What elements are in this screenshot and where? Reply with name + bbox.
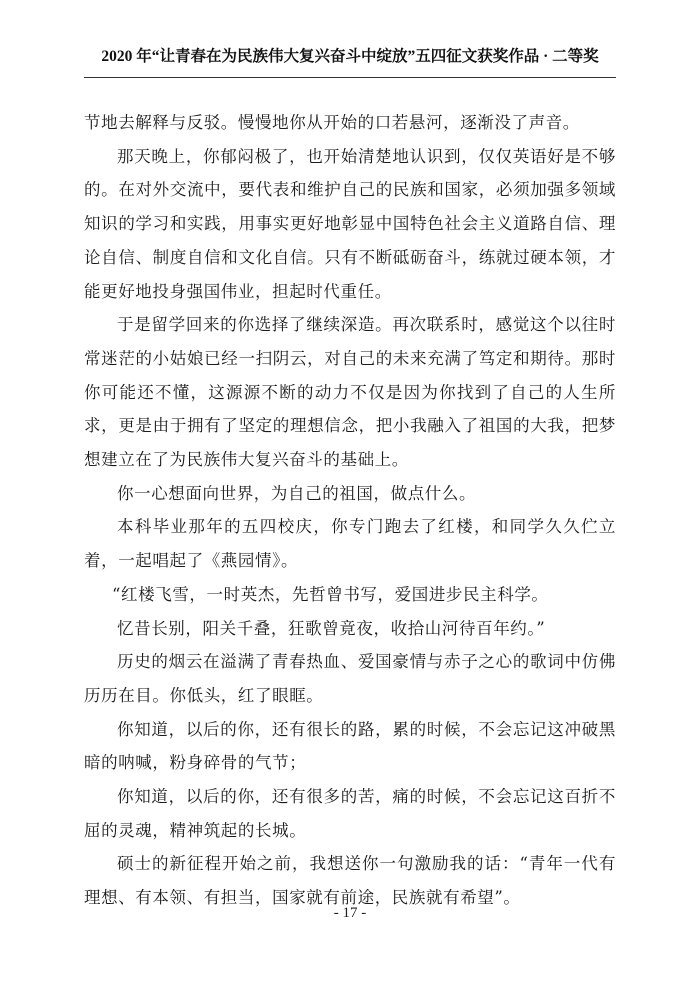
paragraph: “红楼飞雪，一时英杰，先哲曾书写，爱国进步民主科学。 xyxy=(112,584,549,604)
paragraph: 你知道，以后的你，还有很多的苦，痛的时候，不会忘记这百折不屈的灵魂，精神筑起的长城。 xyxy=(84,787,616,840)
document-body xyxy=(84,106,616,915)
paragraph: 忆昔长别，阳关千叠，狂歌曾竟夜，收拾山河待百年约。” xyxy=(117,618,546,638)
paragraph: 历史的烟云在溢满了青春热血、爱国豪情与赤子之心的歌词中仿佛历历在目。你低头，红了眼眶。 xyxy=(84,652,616,705)
paragraph: 本科毕业那年的五四校庆，你专门跑去了红楼，和同学久久伫立着，一起唱起了《燕园情》。 xyxy=(84,517,616,571)
paragraph: 节地去解释与反驳。慢慢地你从开始的口若悬河，逐渐没了声音。 xyxy=(84,113,580,132)
header-rule xyxy=(84,77,616,78)
page-number: - 17 - xyxy=(333,905,367,921)
paragraph: 那天晚上，你郁闷极了，也开始清楚地认识到，仅仅英语好是不够的。在对外交流中，要代表和维护自己的民族和国家，必须加强多领域知识的学习和实践，用事实更好地彰显中国特色社会主义道路自信、理论自信、制度自信和文化自信。只有不断砥砺奋斗，练就过硬本领，才能更好地投身强国伟业，担起时代重任。 xyxy=(84,146,616,301)
document-header: 2020 年“让青春在为民族伟大复兴奋斗中绽放”五四征文获奖作品 · 二等奖 xyxy=(101,48,599,65)
paragraph: 你知道，以后的你，还有很长的路，累的时候，不会忘记这冲破黑暗的呐喊，粉身碎骨的气节； xyxy=(84,719,616,773)
paragraph: 硕士的新征程开始之前，我想送你一句激励我的话：“青年一代有理想、有本领、有担当，国家就有前途，民族就有希望”。 xyxy=(84,854,616,908)
paragraph: 你一心想面向世界，为自己的祖国，做点什么。 xyxy=(117,483,477,503)
paragraph: 于是留学回来的你选择了继续深造。再次联系时，感觉这个以往时常迷茫的小姑娘已经一扫阴云，对自己的未来充满了笃定和期待。那时你可能还不懂，这源源不断的动力不仅是因为你找到了自己的人生所求，更是由于拥有了坚定的理想信念，把小我融入了祖国的大我，把梦想建立在了为民族伟大复兴奋斗的基础上。 xyxy=(84,315,616,470)
